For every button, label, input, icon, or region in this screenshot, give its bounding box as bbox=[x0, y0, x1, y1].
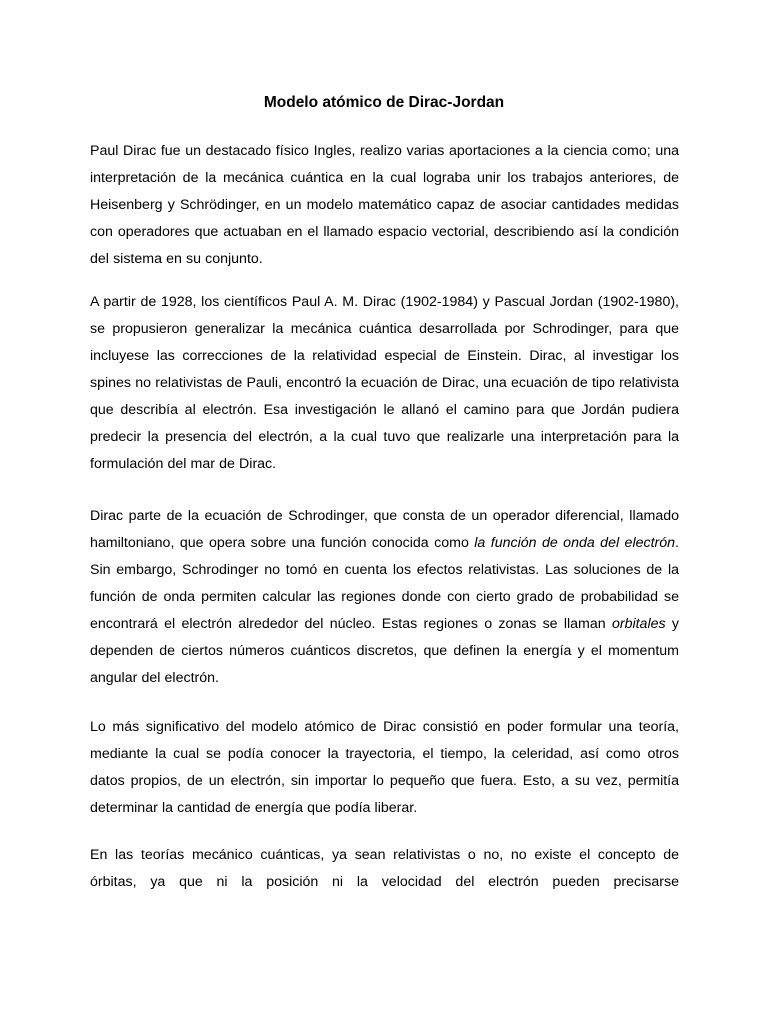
paragraph-3-italic-orbitales: orbitales bbox=[611, 616, 666, 632]
paragraph-1: Paul Dirac fue un destacado físico Ingles, realizo varias aportaciones a la ciencia como; una interpretación de la mecánica cuántica en la cual lograba unir los trabajos anteriores, de Heisenberg y Schrödinger, en un modelo matemático capaz de asociar cantidades medidas con operadores que actuaban en el llamado espacio vectorial, describiendo así la condición del sistema en su conjunto. bbox=[90, 143, 679, 267]
paragraph-2: A partir de 1928, los científicos Paul A. M. Dirac (1902-1984) y Pascual Jordan (1902-1980), se propusieron generalizar la mecánica cuántica desarrollada por Schrodinger, para que incluyese las correcciones de la relatividad especial de Einstein. Dirac, al investigar los spines no relativistas de Pauli, encontró la ecuación de Dirac, una ecuación de tipo relativista que describía al electrón. Esa investigación le allanó el camino para que Jordán pudiera predecir la presencia del electrón, a la cual tuvo que realizarle una interpretación para la formulación del mar de Dirac. bbox=[90, 294, 679, 472]
paragraph-3-text-a: Dirac parte de la ecuación de Schrodinger, que consta de un operador diferencial, llamado hamiltoniano, que opera sobre una función conocida como bbox=[90, 508, 679, 551]
paragraph-4: Lo más significativo del modelo atómico de Dirac consistió en poder formular una teoría, mediante la cual se podía conocer la trayectoria, el tiempo, la celeridad, así como otros datos propios, de un electrón, sin importar lo pequeño que fuera. Esto, a su vez, permitía determinar la cantidad de energía que podía liberar. bbox=[90, 719, 679, 816]
paragraph-3-italic-wave-function: la función de onda del electrón bbox=[474, 535, 676, 551]
paragraph-5: En las teorías mecánico cuánticas, ya sean relativistas o no, no existe el concepto de órbitas, ya que ni la posición ni la velocidad del electrón pueden precisarse bbox=[90, 847, 679, 890]
paragraph-3-text-e: y dependen de ciertos números cuánticos discretos, que definen la energía y el momentum angular del electrón. bbox=[90, 616, 679, 686]
page-title: Modelo atómico de Dirac-Jordan bbox=[263, 94, 505, 111]
paragraph-3 bbox=[90, 503, 679, 692]
paragraph-3-text-c: . Sin embargo, Schrodinger no tomó en cuenta los efectos relativistas. Las soluciones de la función de onda permiten calcular las regiones donde con cierto grado de probabilidad se encontrará el electrón alrededor del núcleo. Estas regiones o zonas se llaman bbox=[90, 535, 679, 632]
